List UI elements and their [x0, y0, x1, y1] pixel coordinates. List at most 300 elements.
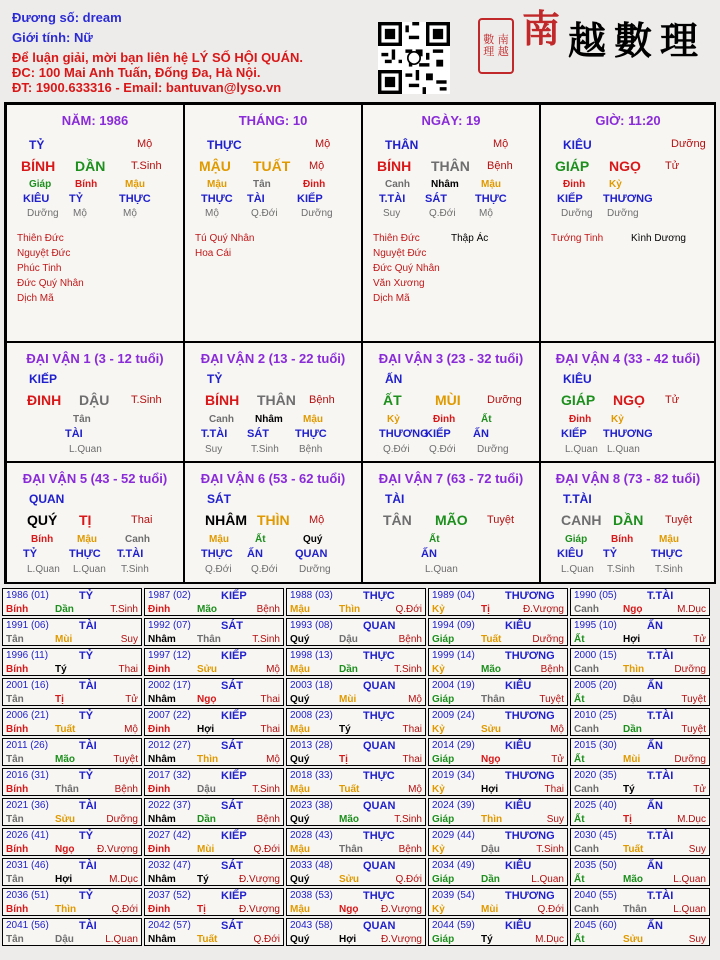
annual-cell — [2, 588, 142, 616]
top-right-state: Dưỡng — [671, 138, 706, 150]
heavenly-stem: CANH — [561, 512, 602, 528]
hidden-star: SÁT — [425, 193, 447, 205]
annual-stem: Nhâm — [148, 754, 176, 765]
pillar-cell — [6, 104, 184, 342]
special-star: Đức Quý Nhân — [17, 278, 84, 289]
annual-branch: Dần — [623, 724, 642, 735]
annual-stem: Bính — [6, 904, 29, 915]
hidden-stem: Bính — [75, 179, 98, 190]
annual-branch: Tuất — [623, 844, 644, 855]
annual-year: 2000 (15) — [574, 650, 617, 661]
annual-star: T.TÀI — [647, 890, 674, 902]
hidden-star: ẤN — [247, 548, 263, 560]
annual-cell — [2, 648, 142, 676]
hidden-star: KIẾP — [425, 428, 451, 440]
pillar-cell — [184, 104, 362, 342]
annual-branch: Sửu — [623, 934, 644, 945]
annual-branch: Ngọ — [197, 694, 217, 705]
annual-state: Bệnh — [256, 604, 280, 615]
annual-star: T.TÀI — [647, 590, 674, 602]
annual-star: THƯƠNG — [505, 710, 555, 722]
annual-state: Tử — [693, 784, 706, 795]
annual-stem: Giáp — [432, 814, 455, 825]
annual-year: 1988 (03) — [290, 590, 333, 601]
hidden-stem: Canh — [125, 534, 150, 545]
annual-stem: Giáp — [432, 694, 455, 705]
annual-branch: Tý — [481, 934, 493, 945]
annual-star: SÁT — [221, 860, 243, 872]
annual-cell — [286, 888, 426, 916]
annual-year: 2008 (23) — [290, 710, 333, 721]
annual-stem: Ất — [574, 754, 585, 765]
top-star: TỶ — [207, 372, 223, 386]
annual-cell — [2, 798, 142, 826]
annual-year: 2022 (37) — [148, 800, 191, 811]
hidden-stem: Bính — [611, 534, 634, 545]
annual-stem: Tân — [6, 754, 24, 765]
annual-branch: Thân — [197, 634, 221, 645]
annual-stem: Đinh — [148, 724, 171, 735]
special-star: Nguyệt Đức — [373, 248, 427, 259]
annual-stem: Đinh — [148, 664, 171, 675]
bazi-chart — [4, 102, 716, 584]
annual-star: TÀI — [79, 680, 97, 692]
annual-state: M.Dục — [109, 874, 138, 885]
phase-state: Thai — [131, 514, 153, 526]
annual-year: 1996 (11) — [6, 650, 49, 661]
annual-state: Dưỡng — [532, 634, 564, 645]
annual-state: Bệnh — [398, 844, 422, 855]
hidden-state: T.Sinh — [121, 564, 149, 575]
annual-branch: Thân — [55, 784, 79, 795]
annual-star: T.TÀI — [647, 710, 674, 722]
hidden-state: Dưỡng — [27, 208, 59, 219]
annual-branch: Tuất — [339, 784, 360, 795]
annual-branch: Sửu — [339, 874, 360, 885]
annual-state: Q.Đới — [395, 874, 422, 885]
hidden-star: THƯƠNG — [603, 428, 653, 440]
annual-branch: Hợi — [197, 724, 215, 735]
annual-star: ẤN — [647, 680, 663, 692]
annual-branch: Thìn — [339, 604, 361, 615]
annual-branch: Tý — [339, 724, 351, 735]
annual-year: 1987 (02) — [148, 590, 191, 601]
annual-state: Q.Đới — [111, 904, 138, 915]
annual-year: 1995 (10) — [574, 620, 617, 631]
annual-star: KIÊU — [505, 800, 532, 812]
annual-cell — [428, 738, 568, 766]
annual-year: 2014 (29) — [432, 740, 475, 751]
annual-year: 2017 (32) — [148, 770, 191, 781]
annual-cell — [428, 678, 568, 706]
annual-star: QUAN — [363, 740, 396, 752]
hidden-state: L.Quan — [425, 564, 458, 575]
annual-branch: Dần — [481, 874, 500, 885]
annual-branch: Tị — [481, 604, 490, 615]
top-star: T.TÀI — [563, 492, 592, 506]
special-star: Thiên Đức — [373, 233, 420, 244]
annual-branch: Sửu — [55, 814, 76, 825]
hidden-stem: Giáp — [565, 534, 588, 545]
annual-state: Q.Đới — [395, 604, 422, 615]
annual-year: 2042 (57) — [148, 920, 191, 931]
special-star: Tướng Tinh — [551, 233, 604, 244]
annual-cell — [428, 798, 568, 826]
annual-star: KIẾP — [221, 770, 247, 782]
hidden-state: T.Sinh — [607, 564, 635, 575]
hidden-state: Suy — [383, 208, 401, 219]
annual-cell — [2, 738, 142, 766]
hidden-star: ẤN — [473, 428, 489, 440]
annual-branch: Thân — [339, 844, 363, 855]
dai-van-title: ĐẠI VẬN 2 (13 - 22 tuổi) — [200, 351, 346, 366]
annual-stem: Tân — [6, 814, 24, 825]
annual-stem: Nhâm — [148, 934, 176, 945]
dai-van-cell — [184, 342, 362, 462]
annual-state: T.Sinh — [536, 844, 564, 855]
heavenly-stem: GIÁP — [561, 392, 596, 408]
hidden-star: T.TÀI — [379, 193, 406, 205]
hidden-star: THỰC — [201, 193, 233, 205]
hidden-state: Q.Đới — [429, 444, 456, 455]
annual-cell — [286, 768, 426, 796]
annual-year: 2002 (17) — [148, 680, 191, 691]
annual-cell — [570, 828, 710, 856]
annual-year: 2044 (59) — [432, 920, 475, 931]
annual-luck-table — [2, 588, 716, 958]
annual-branch: Mão — [339, 814, 359, 825]
annual-star: TÀI — [79, 920, 97, 932]
annual-star: ẤN — [647, 860, 663, 872]
heavenly-stem: BÍNH — [377, 158, 412, 174]
annual-state: Dưỡng — [106, 814, 138, 825]
annual-branch: Thân — [481, 694, 505, 705]
hidden-stem: Tân — [73, 414, 91, 425]
annual-cell — [144, 738, 284, 766]
annual-state: L.Quan — [105, 934, 138, 945]
hidden-star: THƯƠNG — [603, 193, 653, 205]
top-star: KIÊU — [563, 372, 592, 386]
annual-year: 2027 (42) — [148, 830, 191, 841]
annual-cell — [2, 618, 142, 646]
annual-state: Thai — [118, 664, 138, 675]
annual-star: TỶ — [79, 890, 94, 902]
annual-star: TỶ — [79, 650, 94, 662]
annual-state: Q.Đới — [253, 844, 280, 855]
annual-cell — [144, 708, 284, 736]
annual-state: L.Quan — [673, 904, 706, 915]
annual-year: 1994 (09) — [432, 620, 475, 631]
annual-branch: Dần — [55, 604, 74, 615]
annual-cell — [570, 888, 710, 916]
annual-state: Tuyệt — [681, 694, 706, 705]
hidden-state: T.Sinh — [251, 444, 279, 455]
annual-branch: Tị — [339, 754, 348, 765]
annual-branch: Dậu — [55, 934, 74, 945]
earthly-branch: NGỌ — [609, 158, 641, 174]
annual-stem: Mậu — [290, 784, 310, 795]
annual-stem: Giáp — [432, 874, 455, 885]
annual-branch: Tý — [55, 664, 67, 675]
hidden-stem: Giáp — [29, 179, 52, 190]
hidden-stem: Ất — [429, 534, 440, 545]
annual-branch: Mão — [197, 604, 217, 615]
annual-stem: Mậu — [290, 604, 310, 615]
top-star: TỶ — [29, 138, 45, 152]
special-star: Kình Dương — [631, 233, 686, 244]
special-stars — [551, 231, 603, 246]
annual-cell — [286, 738, 426, 766]
annual-star: TỶ — [79, 770, 94, 782]
annual-cell — [286, 648, 426, 676]
hidden-stem: Canh — [385, 179, 410, 190]
annual-year: 2024 (39) — [432, 800, 475, 811]
annual-state: Suy — [688, 934, 706, 945]
annual-year: 2035 (50) — [574, 860, 617, 871]
pillar-title: GIỜ: 11:20 — [595, 113, 661, 128]
annual-branch: Sửu — [481, 724, 502, 735]
dai-van-title: ĐẠI VẬN 4 (33 - 42 tuổi) — [555, 351, 701, 366]
annual-state: Bệnh — [114, 784, 138, 795]
annual-year: 2037 (52) — [148, 890, 191, 901]
annual-cell — [2, 708, 142, 736]
hidden-state: Dưỡng — [561, 208, 593, 219]
top-star: ẤN — [385, 372, 403, 386]
annual-cell — [144, 858, 284, 886]
qr-code-icon[interactable] — [378, 22, 450, 94]
earthly-branch: THÌN — [257, 512, 290, 528]
hidden-star: T.TÀI — [117, 548, 144, 560]
hidden-state: Dưỡng — [607, 208, 639, 219]
hidden-stem: Đinh — [433, 414, 456, 425]
annual-cell — [144, 618, 284, 646]
dai-van-cell — [6, 462, 184, 584]
annual-state: T.Sinh — [394, 814, 422, 825]
annual-year: 2018 (33) — [290, 770, 333, 781]
hidden-state: Q.Đới — [205, 564, 232, 575]
annual-year: 2030 (45) — [574, 830, 617, 841]
hidden-state: Suy — [205, 444, 223, 455]
annual-stem: Kỷ — [432, 664, 445, 675]
top-star: TÀI — [385, 492, 405, 506]
top-star: KIÊU — [563, 138, 592, 152]
annual-branch: Mùi — [623, 754, 641, 765]
annual-state: Đ.Vượng — [380, 904, 422, 915]
special-stars-right — [631, 231, 686, 246]
annual-star: KIẾP — [221, 830, 247, 842]
annual-state: Bệnh — [398, 634, 422, 645]
annual-star: THỰC — [363, 590, 395, 602]
heavenly-stem: QUÝ — [27, 512, 58, 528]
hidden-star: ẤN — [421, 548, 437, 560]
annual-cell — [428, 618, 568, 646]
annual-star: THỰC — [363, 890, 395, 902]
annual-branch: Hợi — [339, 934, 357, 945]
hidden-star: KIẾP — [561, 428, 587, 440]
annual-state: Tử — [551, 754, 564, 765]
annual-star: KIẾP — [221, 710, 247, 722]
hidden-state: Mộ — [123, 208, 137, 219]
annual-year: 2023 (38) — [290, 800, 333, 811]
annual-state: Tử — [693, 634, 706, 645]
annual-stem: Đinh — [148, 604, 171, 615]
annual-year: 2039 (54) — [432, 890, 475, 901]
annual-stem: Canh — [574, 724, 599, 735]
annual-stem: Giáp — [432, 634, 455, 645]
annual-star: TỶ — [79, 590, 94, 602]
heavenly-stem: NHÂM — [205, 512, 247, 528]
hidden-stem: Đinh — [563, 179, 586, 190]
annual-star: QUAN — [363, 620, 396, 632]
annual-branch: Tị — [197, 904, 206, 915]
annual-year: 2028 (43) — [290, 830, 333, 841]
annual-branch: Thìn — [623, 664, 645, 675]
annual-stem: Canh — [574, 784, 599, 795]
annual-branch: Mùi — [481, 904, 499, 915]
annual-branch: Thìn — [55, 904, 77, 915]
annual-state: Đ.Vượng — [96, 844, 138, 855]
dai-van-cell — [362, 342, 540, 462]
annual-stem: Mậu — [290, 724, 310, 735]
annual-branch: Dậu — [197, 784, 216, 795]
annual-year: 2010 (25) — [574, 710, 617, 721]
hidden-stem: Kỷ — [387, 414, 400, 425]
annual-state: Dưỡng — [674, 754, 706, 765]
annual-branch: Mùi — [339, 694, 357, 705]
annual-branch: Mùi — [197, 844, 215, 855]
top-right-state: Mộ — [137, 138, 153, 150]
annual-stem: Quý — [290, 694, 310, 705]
annual-branch: Hợi — [623, 634, 641, 645]
annual-stem: Kỷ — [432, 724, 445, 735]
annual-stem: Kỷ — [432, 844, 445, 855]
hidden-stem: Mậu — [659, 534, 679, 545]
hidden-stem: Canh — [209, 414, 234, 425]
annual-stem: Canh — [574, 664, 599, 675]
phase-state: Mộ — [309, 514, 325, 526]
annual-stem: Bính — [6, 724, 29, 735]
hidden-star: THỰC — [69, 548, 101, 560]
earthly-branch: TỊ — [79, 512, 92, 528]
annual-cell — [570, 648, 710, 676]
annual-branch: Mão — [623, 874, 643, 885]
annual-stem: Mậu — [290, 904, 310, 915]
annual-year: 2007 (22) — [148, 710, 191, 721]
annual-stem: Ất — [574, 814, 585, 825]
annual-year: 2036 (51) — [6, 890, 49, 901]
annual-stem: Canh — [574, 904, 599, 915]
annual-year: 2006 (21) — [6, 710, 49, 721]
special-star: Thập Ác — [451, 233, 489, 244]
earthly-branch: NGỌ — [613, 392, 645, 408]
annual-stem: Tân — [6, 934, 24, 945]
contact-line[interactable]: ĐT: 1900.633316 - Email: bantuvan@lyso.vn — [12, 80, 282, 95]
annual-star: SÁT — [221, 800, 243, 812]
dai-van-title: ĐẠI VẬN 3 (23 - 32 tuổi) — [378, 351, 524, 366]
special-stars — [373, 231, 440, 306]
annual-star: TỶ — [79, 710, 94, 722]
annual-cell — [428, 648, 568, 676]
annual-year: 2026 (41) — [6, 830, 49, 841]
annual-year: 2038 (53) — [290, 890, 333, 901]
hidden-star: TỶ — [603, 548, 618, 560]
annual-branch: Tuất — [481, 634, 502, 645]
annual-branch: Tị — [55, 694, 64, 705]
annual-stem: Đinh — [148, 784, 171, 795]
hidden-stem: Ất — [255, 534, 266, 545]
hidden-stem: Nhâm — [255, 414, 283, 425]
annual-state: Tử — [125, 694, 138, 705]
annual-year: 2005 (20) — [574, 680, 617, 691]
annual-year: 1999 (14) — [432, 650, 475, 661]
annual-state: Đ.Vượng — [380, 934, 422, 945]
annual-state: Dưỡng — [674, 664, 706, 675]
annual-star: KIẾP — [221, 650, 247, 662]
pillar-cell — [540, 104, 716, 342]
hidden-state: Mộ — [479, 208, 493, 219]
annual-star: T.TÀI — [647, 770, 674, 782]
annual-state: Đ.Vượng — [238, 874, 280, 885]
hidden-stem: Mậu — [77, 534, 97, 545]
annual-star: THỰC — [363, 770, 395, 782]
annual-cell — [2, 888, 142, 916]
special-star: Đức Quý Nhân — [373, 263, 440, 274]
annual-state: M.Dục — [677, 604, 706, 615]
annual-branch: Hợi — [55, 874, 73, 885]
annual-branch: Tý — [197, 874, 209, 885]
hidden-state: Mộ — [205, 208, 219, 219]
phase-state: T.Sinh — [131, 160, 162, 172]
annual-cell — [2, 918, 142, 946]
annual-cell — [286, 618, 426, 646]
annual-state: Thai — [260, 724, 280, 735]
hidden-state: T.Sinh — [655, 564, 683, 575]
annual-state: T.Sinh — [110, 604, 138, 615]
hidden-state: Dưỡng — [477, 444, 509, 455]
annual-year: 2016 (31) — [6, 770, 49, 781]
annual-state: Mộ — [408, 784, 422, 795]
annual-cell — [570, 798, 710, 826]
annual-cell — [570, 678, 710, 706]
annual-state: T.Sinh — [252, 784, 280, 795]
top-star: QUAN — [29, 492, 65, 506]
annual-stem: Ất — [574, 634, 585, 645]
annual-star: T.TÀI — [647, 650, 674, 662]
annual-branch: Ngọ — [55, 844, 75, 855]
hidden-star: TÀI — [247, 193, 265, 205]
annual-cell — [286, 588, 426, 616]
hidden-stem: Nhâm — [431, 179, 459, 190]
annual-year: 2025 (40) — [574, 800, 617, 811]
annual-state: Thai — [402, 754, 422, 765]
top-star: THÂN — [385, 138, 419, 152]
annual-branch: Thìn — [197, 754, 219, 765]
annual-star: SÁT — [221, 680, 243, 692]
annual-state: Thai — [402, 724, 422, 735]
annual-stem: Mậu — [290, 844, 310, 855]
pillar-title: NĂM: 1986 — [61, 113, 129, 128]
special-star: Phúc Tinh — [17, 263, 62, 274]
annual-star: THƯƠNG — [505, 890, 555, 902]
annual-cell — [144, 828, 284, 856]
annual-star: KIẾP — [221, 590, 247, 602]
hidden-state: L.Quan — [27, 564, 60, 575]
annual-year: 1997 (12) — [148, 650, 191, 661]
annual-year: 2040 (55) — [574, 890, 617, 901]
annual-star: ẤN — [647, 920, 663, 932]
top-star: THỰC — [207, 138, 242, 152]
annual-cell — [2, 858, 142, 886]
